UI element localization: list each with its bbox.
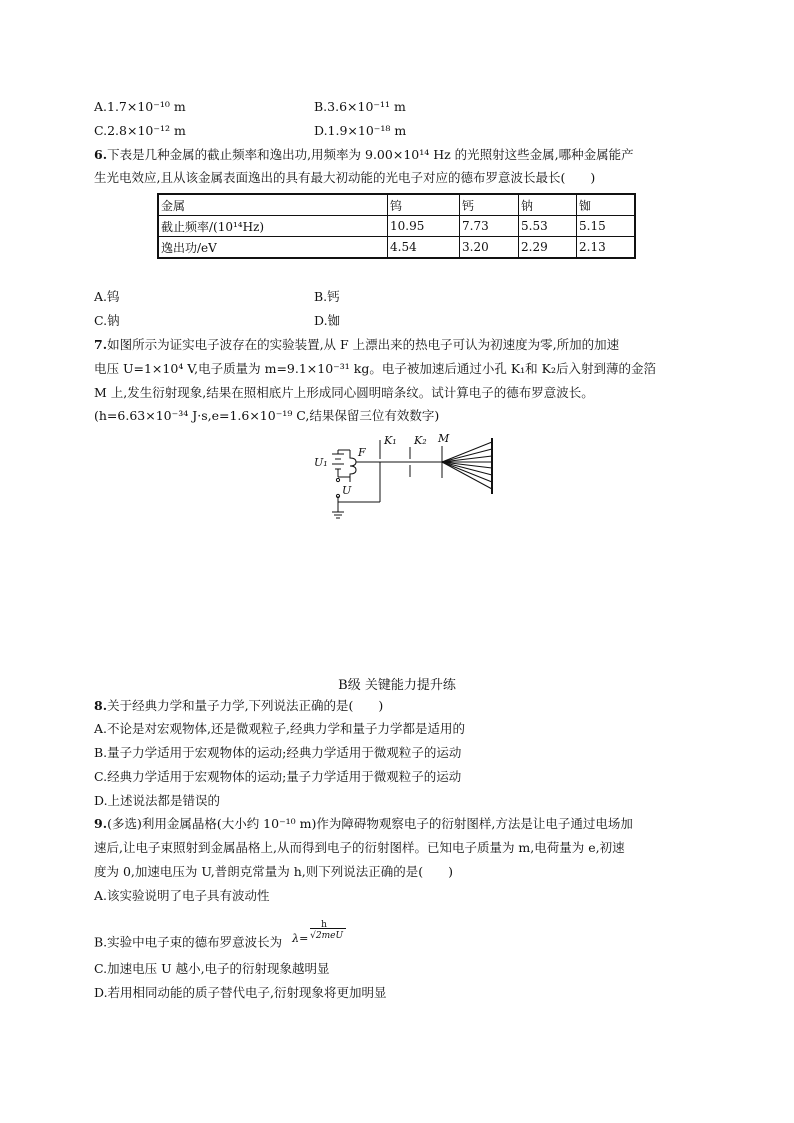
q5-option-d: D.1.9×10⁻¹⁸ m [314,123,407,138]
q6-stem-line2: 生光电效应,且从该金属表面逸出的具有最大初动能的光电子对应的德布罗意波长最长( ) [94,170,596,185]
table-cell: 7.73 [460,216,519,237]
table-cell: 铷 [577,194,636,216]
q6-option-b: B.钙 [314,289,340,304]
q9-option-d: D.若用相同动能的质子替代电子,衍射现象将更加明显 [94,985,387,1000]
q9-stem-line3: 度为 0,加速电压为 U,普朗克常量为 h,则下列说法正确的是( ) [94,864,453,879]
q9-option-b-text: B.实验中电子束的德布罗意波长为 [94,934,283,950]
metal-table [157,193,636,259]
q8-stem [94,697,383,715]
table-cell: 金属 [158,194,388,216]
de-broglie-formula [292,920,362,958]
table-cell: 3.20 [460,237,519,259]
electron-diffraction-apparatus-diagram [310,432,500,524]
table-cell: 4.54 [388,237,460,259]
table-header-row [158,194,635,216]
q8-option-a: A.不论是对宏观物体,还是微观粒子,经典力学和量子力学都是适用的 [94,721,465,736]
q6-option-row-2 [94,312,341,330]
table-cell: 逸出功/eV [158,237,388,259]
q5-option-c: C.2.8×10⁻¹² m [94,123,186,138]
q6-number: 6. [94,147,108,162]
q6-option-row-1 [94,288,340,306]
q7-stem-line4: (h=6.63×10⁻³⁴ J·s,e=1.6×10⁻¹⁹ C,结果保留三位有效数字) [94,408,440,423]
q7-stem-line1 [94,336,619,354]
q8-option-c: C.经典力学适用于宏观物体的运动;量子力学适用于微观粒子的运动 [94,769,462,784]
q8-number: 8. [94,698,108,713]
formula-denominator: √2meU [310,931,344,941]
table-row [158,237,635,259]
q6-text-1: 下表是几种金属的截止频率和逸出功,用频率为 9.00×10¹⁴ Hz 的光照射这些金属,哪种金属能产 [107,147,634,162]
table-cell: 2.13 [577,237,636,259]
q5-option-a: A.1.7×10⁻¹⁰ m [94,99,186,114]
q7-stem-line3: M 上,发生衍射现象,结果在照相底片上形成同心圆明暗条纹。试计算电子的德布罗意波长。 [94,385,594,400]
q5-option-row-2 [94,122,407,140]
label-u1: U₁ [314,456,328,469]
q9-text-1: (多选)利用金属晶格(大小约 10⁻¹⁰ m)作为障碍物观察电子的衍射图样,方法是让电子通过电场加 [107,816,633,831]
table-cell: 截止频率/(10¹⁴Hz) [158,216,388,237]
q5-option-b: B.3.6×10⁻¹¹ m [314,99,406,114]
q9-stem-line2: 速后,让电子束照射到金属晶格上,从而得到电子的衍射图样。已知电子质量为 m,电荷量为 e,初速 [94,840,625,855]
q9-stem-line1 [94,815,633,833]
q6-option-c: C.钠 [94,313,120,328]
label-k2: K₂ [414,434,427,447]
label-k1: K₁ [384,434,397,447]
formula-lhs: λ= [292,932,309,945]
q6-stem-line1 [94,146,634,164]
section-title: B级 关键能力提升练 [338,678,456,693]
table-cell: 2.29 [519,237,577,259]
q7-stem-line2: 电压 U=1×10⁴ V,电子质量为 m=9.1×10⁻³¹ kg。电子被加速后通过小孔 K₁和 K₂后入射到薄的金箔 [94,361,656,376]
q6-option-d: D.铷 [314,313,341,328]
q8-option-b: B.量子力学适用于宏观物体的运动;经典力学适用于微观粒子的运动 [94,745,462,760]
formula-numerator: h [321,920,327,930]
table-cell: 10.95 [388,216,460,237]
q7-number: 7. [94,337,108,352]
q5-option-row-1 [94,98,406,116]
q8-text: 关于经典力学和量子力学,下列说法正确的是( ) [107,698,384,713]
table-cell: 钠 [519,194,577,216]
table-cell: 5.53 [519,216,577,237]
q8-option-d: D.上述说法都是错误的 [94,793,221,808]
label-f: F [358,446,366,459]
table-cell: 钙 [460,194,519,216]
q9-option-c: C.加速电压 U 越小,电子的衍射现象越明显 [94,961,330,976]
table-cell: 5.15 [577,216,636,237]
q9-option-a: A.该实验说明了电子具有波动性 [94,888,270,903]
table-row [158,216,635,237]
label-m: M [438,432,450,445]
q9-number: 9. [94,816,108,831]
q7-text-1: 如图所示为证实电子波存在的实验装置,从 F 上漂出来的热电子可认为初速度为零,所加的加速 [107,337,620,352]
label-u: U [342,484,352,497]
table-cell: 钨 [388,194,460,216]
q6-option-a: A.钨 [94,289,120,304]
q9-option-b [94,920,362,958]
